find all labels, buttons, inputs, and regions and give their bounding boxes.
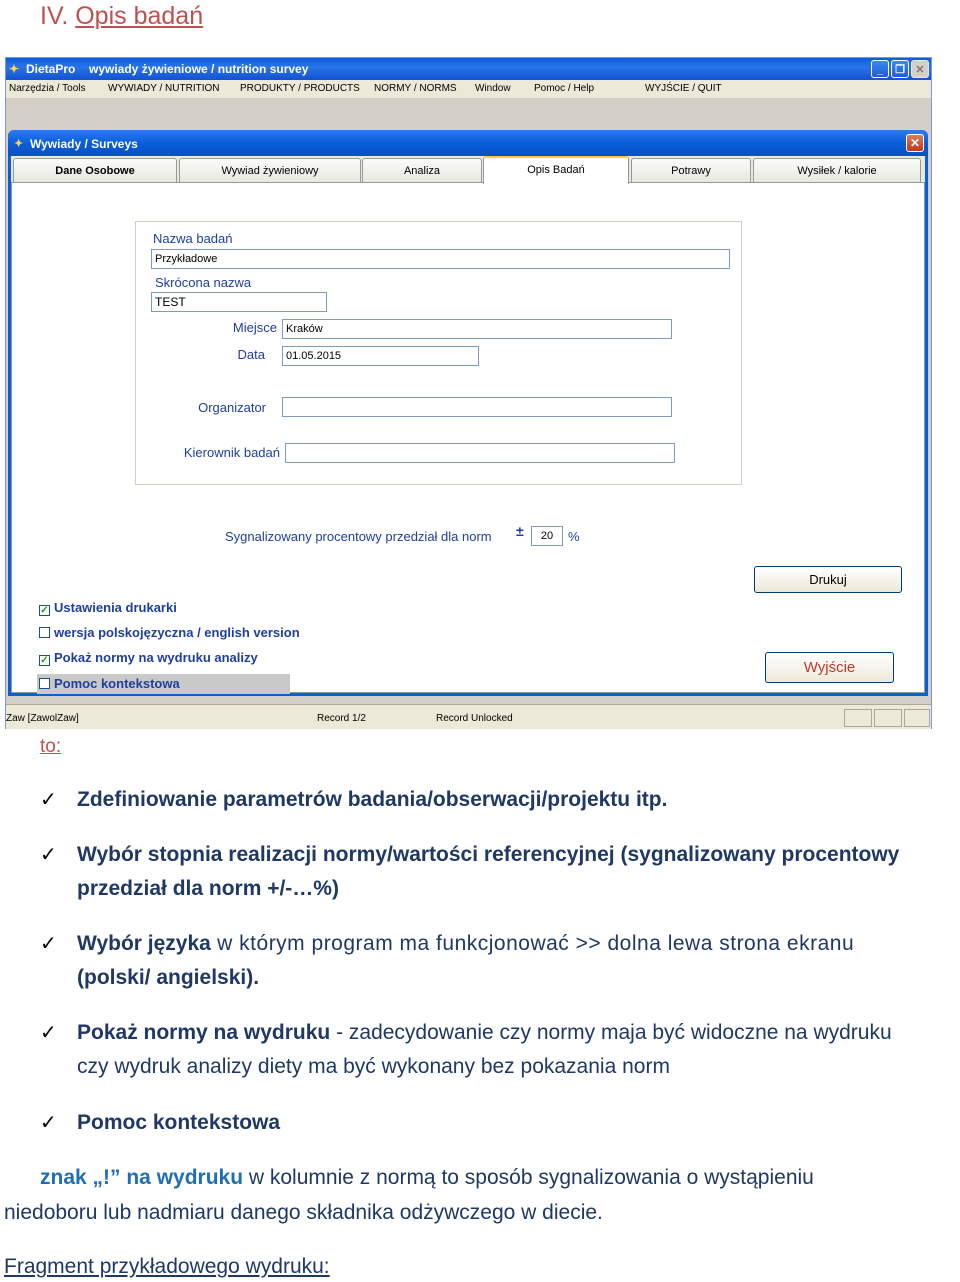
data-input[interactable]: 01.05.2015 [282, 346, 479, 366]
status-record: Record 1/2 [317, 713, 366, 724]
check-printer-settings-box[interactable]: ✓ [40, 605, 49, 616]
bullet-2-line-1: Wybór stopnia realizacji normy/wartości referencyjnej (sygnalizowany procentowy [77, 843, 900, 866]
menu-quit[interactable]: WYJŚCIE / QUIT [645, 83, 722, 94]
check-language[interactable] [39, 625, 300, 640]
bullet-4-bold: Pokaż normy na wydruku [77, 1021, 331, 1044]
check-context-help-label: Pomoc kontekstowa [54, 676, 180, 691]
status-bar [6, 704, 931, 729]
bullet-4-line-2: czy wydruk analizy diety ma być wykonany bez pokazania norm [77, 1055, 670, 1078]
tab-panel [11, 182, 925, 693]
bullet-4-text [77, 1016, 892, 1084]
dialog-title: Wywiady / Surveys [30, 137, 138, 151]
bullet-2-text [77, 838, 899, 906]
miejsce-label: Miejsce [232, 320, 277, 335]
skrocona-label: Skrócona nazwa [155, 275, 252, 290]
app-close-icon[interactable]: ✕ [911, 60, 929, 78]
bullet-2-line-2: przedział dla norm +/-…%) [77, 877, 339, 900]
tab-opis-badan[interactable]: Opis Badań [483, 156, 629, 184]
restore-icon[interactable]: ❐ [891, 60, 909, 78]
to-label: to: [40, 736, 62, 757]
app-title-bar [6, 58, 931, 80]
check-printer-settings[interactable] [39, 600, 177, 616]
norm-range-label: Sygnalizowany procentowy przedział dla norm [225, 529, 492, 544]
dialog-body [11, 156, 925, 693]
check-context-help-box[interactable] [39, 678, 50, 689]
paragraph-line-1 [40, 1166, 814, 1190]
kierownik-input[interactable] [285, 443, 675, 463]
check-language-box[interactable] [39, 627, 50, 638]
menu-help[interactable]: Pomoc / Help [534, 83, 595, 94]
check-printer-settings-label: Ustawienia drukarki [54, 600, 177, 615]
tab-wywiad[interactable]: Wywiad żywieniowy [179, 158, 361, 182]
bullet-1-bold: Zdefiniowanie parametrów badania/obserwacji/projektu itp. [77, 788, 668, 811]
nazwa-input[interactable]: Przykładowe [151, 249, 730, 269]
plus-minus-icon: ± [516, 523, 524, 539]
surveys-dialog [8, 130, 928, 696]
kierownik-label: Kierownik badań [183, 445, 280, 460]
check-context-help[interactable] [37, 674, 290, 694]
check-icon: ✓ [40, 933, 57, 955]
check-show-norms-label: Pokaż normy na wydruku analizy [54, 650, 258, 665]
bullet-3-line-2: (polski/ angielski). [77, 966, 260, 989]
tab-analiza[interactable]: Analiza [362, 158, 482, 182]
skrocona-input[interactable]: TEST [151, 292, 327, 312]
menu-nutrition[interactable]: WYWIADY / NUTRITION [108, 83, 220, 94]
dialog-title-bar [8, 130, 928, 156]
exit-button[interactable]: Wyjście [765, 652, 894, 683]
tab-wysilek[interactable]: Wysiłek / kalorie [753, 158, 921, 182]
check-icon: ✓ [40, 1112, 57, 1134]
bullet-3-text [77, 927, 854, 995]
dialog-close-icon[interactable]: ✕ [906, 134, 924, 152]
dialog-logo-icon: ✦ [14, 138, 24, 150]
organizator-input[interactable] [282, 397, 672, 417]
heading-text: Opis badań [75, 2, 204, 30]
menu-products[interactable]: PRODUKTY / PRODUCTS [240, 83, 360, 94]
bullet-3-bold: Wybór języka [77, 932, 211, 955]
heading-number: IV. [40, 2, 69, 30]
tab-potrawy[interactable]: Potrawy [631, 158, 751, 182]
data-label: Data [237, 347, 265, 362]
paragraph-bold: znak „!” na wydruku [40, 1166, 244, 1189]
app-window [5, 57, 932, 729]
bullet-1-text [77, 783, 667, 817]
percent-label: % [568, 529, 580, 544]
menu-norms[interactable]: NORMY / NORMS [374, 83, 457, 94]
menu-window[interactable]: Window [475, 83, 511, 94]
app-title: wywiady żywieniowe / nutrition survey [89, 62, 309, 76]
check-icon: ✓ [40, 1022, 57, 1044]
menu-tools[interactable]: Narzędzia / Tools [9, 83, 86, 94]
norm-range-input[interactable]: 20 [531, 526, 563, 546]
check-show-norms-box[interactable]: ✓ [40, 655, 49, 666]
status-cell [874, 709, 902, 727]
paragraph-line-2: niedoboru lub nadmiaru danego składnika odżywczego w diecie. [4, 1201, 603, 1224]
fragment-heading: Fragment przykładowego wydruku: [4, 1255, 330, 1278]
status-lock: Record Unlocked [436, 713, 513, 724]
check-icon: ✓ [40, 789, 57, 811]
bullet-4-rest: - zadecydowanie czy normy maja być widoczne na wydruku [330, 1021, 892, 1044]
menu-bar [6, 80, 931, 98]
miejsce-input[interactable]: Kraków [282, 319, 672, 339]
status-cell [844, 709, 872, 727]
minimize-icon[interactable]: _ [871, 60, 889, 78]
paragraph-rest: w kolumnie z normą to sposób sygnalizowania o wystąpieniu [243, 1166, 814, 1189]
bullet-3-rest: w którym program ma funkcjonować >> dolna lewa strona ekranu [210, 932, 855, 955]
check-show-norms[interactable] [39, 650, 258, 666]
bullet-5-bold: Pomoc kontekstowa [77, 1111, 281, 1134]
section-heading [40, 2, 203, 31]
status-cell [904, 709, 930, 727]
status-user: Zaw [ZawolZaw] [6, 713, 79, 724]
print-button[interactable]: Drukuj [754, 566, 902, 593]
organizator-label: Organizator [198, 400, 266, 415]
bullet-5-text [77, 1106, 280, 1140]
check-icon: ✓ [40, 844, 57, 866]
nazwa-label: Nazwa badań [153, 231, 233, 246]
tab-dane-osobowe[interactable]: Dane Osobowe [13, 158, 177, 182]
app-name: DietaPro [26, 62, 76, 76]
app-logo-icon: ✦ [9, 62, 20, 76]
check-language-label: wersja polskojęzyczna / english version [54, 625, 300, 640]
